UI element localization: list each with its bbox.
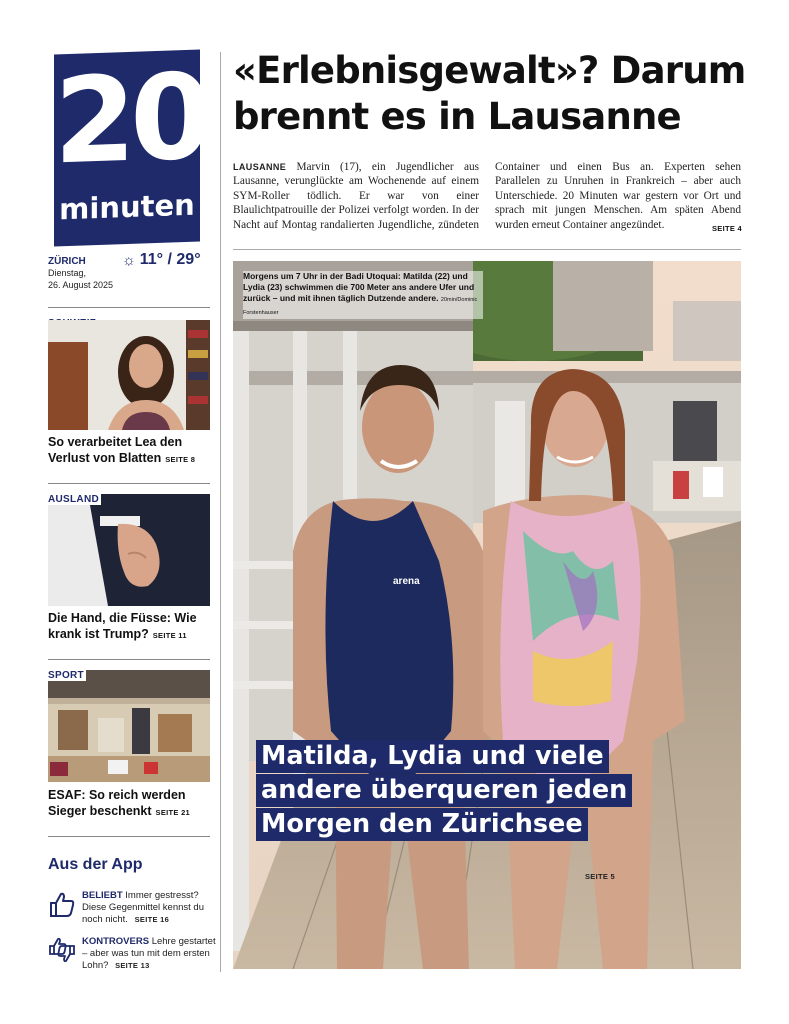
divider: [48, 483, 210, 484]
photo-credit: 20min/Dominic Forstenhauser: [243, 297, 478, 316]
photo-headline-line: andere überqueren jeden: [256, 774, 632, 807]
photo-headline-line: Morgen den Zürichsee: [256, 808, 588, 841]
app-section-heading: Aus der App: [48, 856, 143, 873]
lead-page-ref: SEITE 4: [712, 224, 743, 233]
teaser-title-schweiz[interactable]: So verarbeitet Lea den Verlust von Blatten SEITE 8: [48, 435, 196, 465]
photo-caption: Morgens um 7 Uhr in der Badi Utoquai: Matilda (22) und Lydia (23) schwimmen die 700 Meter ans andere Ufer und zurück – und mit ihnen täglich Dutzende andere. 20min/Dominic Forstenhauser: [243, 271, 483, 319]
photo-headline[interactable]: [256, 740, 686, 842]
swimsuit-logo: arena: [393, 576, 420, 587]
teaser-page: SEITE 21: [155, 808, 191, 817]
teaser-title-sport[interactable]: ESAF: So reich werden Sieger beschenkt SEITE 21: [48, 788, 191, 818]
sun-icon: ☼: [122, 251, 136, 269]
thumbs-up-icon: [48, 890, 76, 918]
teaser-page: SEITE 8: [165, 455, 196, 464]
column-divider: [220, 52, 221, 972]
divider: [48, 307, 210, 308]
logo-word: minuten: [59, 187, 195, 227]
teaser-image-schweiz[interactable]: [48, 320, 210, 430]
logo-digits: 20: [54, 47, 207, 191]
app-item-text: KONTROVERS Lehre gestartet – aber was tun mit dem ersten Lohn? SEITE 13: [82, 936, 216, 971]
photo-page-ref: SEITE 5: [585, 872, 616, 881]
main-headline[interactable]: «Erlebnisgewalt»? Darum brennt es in Lausanne: [233, 49, 746, 138]
teaser-image-ausland[interactable]: [48, 494, 210, 606]
app-item-kontrovers[interactable]: [48, 936, 218, 972]
thumbs-up-down-icon: [48, 936, 76, 964]
section-label-sport: SPORT: [48, 670, 84, 681]
divider: [48, 836, 210, 837]
cover-photo[interactable]: [233, 261, 741, 969]
weather-widget: [122, 251, 201, 269]
app-item-beliebt[interactable]: [48, 890, 218, 926]
lead-text: Marvin (17), ein Jugendlicher aus Lausanne, verunglückte am Wochenende auf einem SYM-Roller tödlich. Er war von einer Blaulichtpatrouille der Polizei verfolgt worden. In der Nacht auf Montag randalierten Jugendliche, zündeten Container und einen Bus an. Experten sehen Parallelen zu Unruhen in Frankreich – aber auch Unterschiede. 20 Minuten war gestern vor Ort und sprach mit jungen Menschen. Am späten Abend wurden erneut Container angezündet.: [233, 161, 741, 231]
section-label-ausland: AUSLAND: [48, 494, 99, 505]
lead-article[interactable]: [233, 160, 741, 232]
app-item-page: SEITE 16: [134, 915, 170, 924]
edition-weekday: Dienstag,: [48, 268, 87, 278]
edition-city: ZÜRICH: [48, 256, 86, 267]
divider: [48, 659, 210, 660]
edition-date: 26. August 2025: [48, 280, 114, 290]
weather-temps: 11° / 29°: [139, 251, 201, 268]
photo-headline-line: Matilda, Lydia und viele: [256, 740, 609, 773]
app-item-text: BELIEBT Immer gestresst? Diese Gegenmittel kennst du noch nicht. SEITE 16: [82, 890, 204, 925]
teaser-image-sport[interactable]: [48, 670, 210, 782]
lead-place: LAUSANNE: [233, 162, 287, 172]
brand-logo[interactable]: [54, 47, 207, 246]
app-item-page: SEITE 13: [115, 961, 150, 970]
divider: [233, 249, 741, 250]
teaser-page: SEITE 11: [152, 631, 187, 640]
teaser-title-ausland[interactable]: Die Hand, die Füsse: Wie krank ist Trump? SEITE 11: [48, 611, 197, 641]
